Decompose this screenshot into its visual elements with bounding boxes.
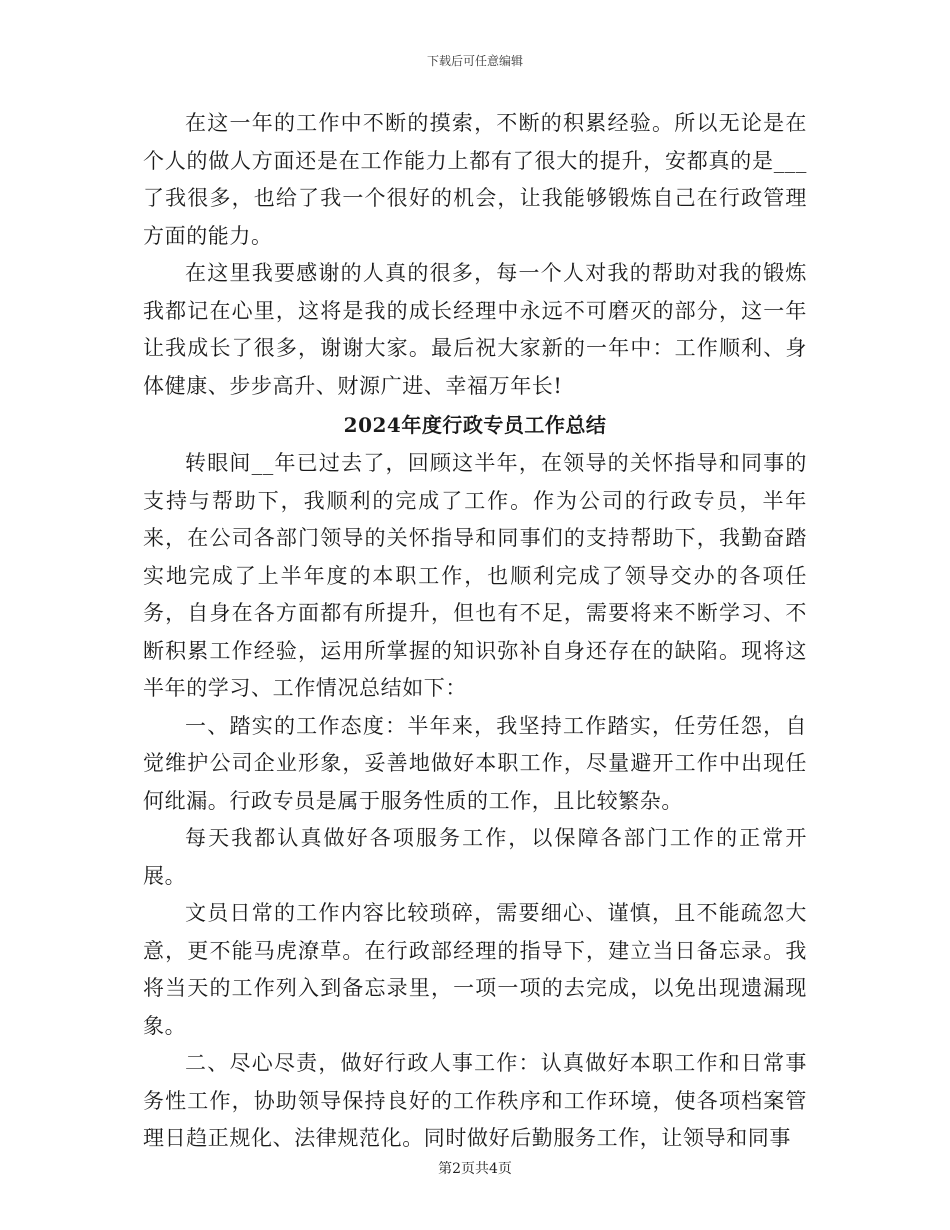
document-body [143, 105, 807, 1158]
section-title: 2024年度行政专员工作总结 [343, 413, 607, 437]
page-header-note: 下载后可任意编辑 [426, 54, 523, 68]
paragraph: 一、踏实的工作态度：半年来，我坚持工作踏实，任劳任怨，自觉维护公司企业形象，妥善地做好本职工作，尽量避开工作中出现任何纰漏。行政专员是属于服务性质的工作，且比较繁杂。 [143, 713, 807, 813]
paragraph: 二、尽心尽责，做好行政人事工作：认真做好本职工作和日常事务性工作，协助领导保持良好的工作秩序和工作环境，使各项档案管理日趋正规化、法律规范化。同时做好后勤服务工作，让领导和同事 [143, 1051, 807, 1150]
paragraph: 每天我都认真做好各项服务工作，以保障各部门工作的正常开展。 [143, 826, 807, 888]
page-number: 第2页共4页 [438, 1161, 512, 1177]
paragraph: 在这里我要感谢的人真的很多，每一个人对我的帮助对我的锻炼我都记在心里，这将是我的成长经理中永远不可磨灭的部分，这一年让我成长了很多，谢谢大家。最后祝大家新的一年中：工作顺利、身体健康、步步高升、财源广进、幸福万年长! [143, 261, 807, 398]
paragraph: 文员日常的工作内容比较琐碎，需要细心、谨慎，且不能疏忽大意，更不能马虎潦草。在行政部经理的指导下，建立当日备忘录。我将当天的工作列入到备忘录里，一项一项的去完成，以免出现遗漏现象。 [143, 901, 807, 1038]
paragraph: 转眼间__年已过去了，回顾这半年，在领导的关怀指导和同事的支持与帮助下，我顺利的完成了工作。作为公司的行政专员，半年来，在公司各部门领导的关怀指导和同事们的支持帮助下，我勤奋踏实地完成了上半年度的本职工作，也顺利完成了领导交办的各项任务，自身在各方面都有所提升，但也有不足，需要将来不断学习、不断积累工作经验，运用所掌握的知识弥补自身还存在的缺陷。现将这半年的学习、工作情况总结如下： [143, 451, 807, 700]
paragraph: 在这一年的工作中不断的摸索，不断的积累经验。所以无论是在个人的做人方面还是在工作能力上都有了很大的提升，安都真的是___了我很多，也给了我一个很好的机会，让我能够锻炼自己在行政管理方面的能力。 [143, 111, 807, 248]
